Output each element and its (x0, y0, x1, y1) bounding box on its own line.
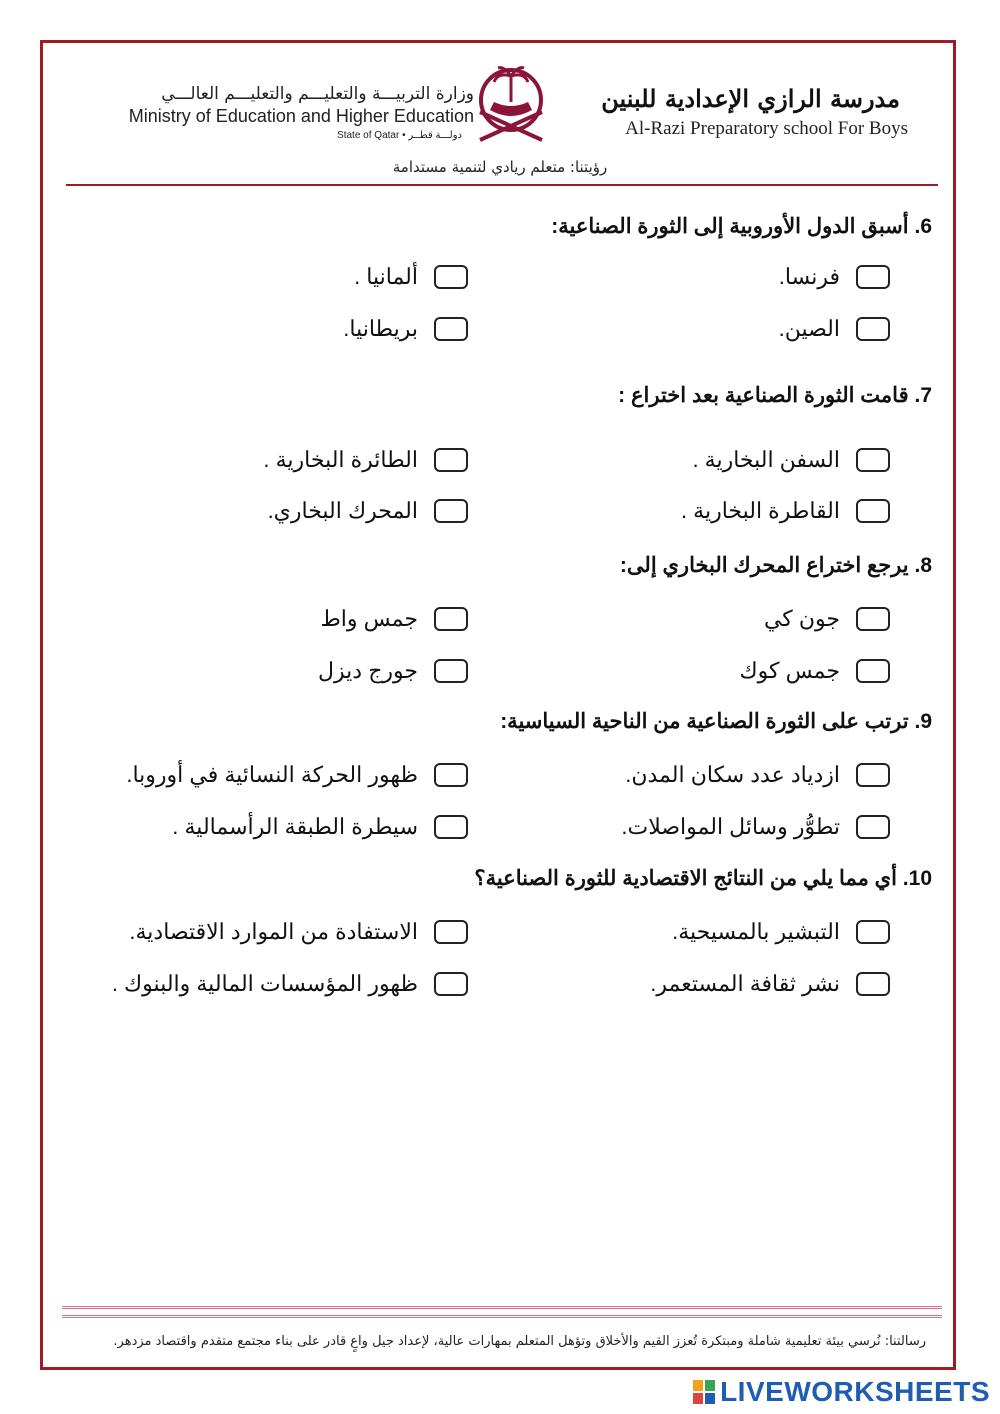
answer-checkbox[interactable] (434, 448, 468, 472)
ministry-name-arabic: وزارة التربيـــة والتعليـــم والتعليـــم العالـــي (161, 84, 474, 104)
option-row[interactable] (681, 498, 890, 524)
answer-checkbox[interactable] (856, 972, 890, 996)
school-name-english: Al-Razi Preparatory school For Boys (625, 118, 908, 139)
answer-checkbox[interactable] (434, 763, 468, 787)
option-label: جمس واط (320, 606, 418, 631)
option-label: التبشير بالمسيحية. (672, 919, 840, 944)
option-label: جون كي (763, 606, 840, 631)
page-frame (40, 40, 956, 1370)
question-number: 7. (914, 384, 932, 407)
answer-checkbox[interactable] (856, 920, 890, 944)
option-row[interactable] (112, 971, 468, 997)
brand-watermark (692, 1376, 990, 1408)
answer-checkbox[interactable] (856, 659, 890, 683)
option-label: الاستفادة من الموارد الاقتصادية. (129, 919, 418, 944)
option-row[interactable] (740, 658, 890, 684)
question-8 (620, 553, 932, 578)
option-label: تطوُّر وسائل المواصلات. (621, 814, 840, 839)
question-text: يرجع اختراع المحرك البخاري إلى: (619, 554, 909, 577)
question-number: 10. (902, 867, 932, 890)
option-row[interactable] (343, 316, 468, 342)
option-row[interactable] (126, 762, 468, 788)
option-label: سيطرة الطبقة الرأسمالية . (172, 814, 418, 839)
question-text: أي مما يلي من النتائج الاقتصادية للثورة الصناعية؟ (474, 867, 897, 890)
answer-checkbox[interactable] (856, 265, 890, 289)
liveworksheets-logo-icon (692, 1379, 716, 1405)
answer-checkbox[interactable] (434, 815, 468, 839)
option-row[interactable] (779, 264, 890, 290)
answer-checkbox[interactable] (434, 265, 468, 289)
question-10 (474, 866, 932, 891)
question-9 (500, 709, 932, 734)
header-divider (66, 184, 938, 186)
footer-divider (62, 1306, 942, 1318)
question-number: 9. (914, 710, 932, 733)
option-row[interactable] (268, 498, 468, 524)
option-label: المحرك البخاري. (267, 498, 418, 523)
answer-checkbox[interactable] (856, 448, 890, 472)
qatar-emblem-icon (468, 52, 554, 148)
option-label: نشر ثقافة المستعمر. (650, 971, 840, 996)
option-row[interactable] (625, 762, 890, 788)
option-row[interactable] (318, 658, 468, 684)
option-label: الصين. (778, 316, 840, 341)
answer-checkbox[interactable] (434, 920, 468, 944)
answer-checkbox[interactable] (856, 815, 890, 839)
option-label: الطائرة البخارية . (263, 447, 418, 472)
option-row[interactable] (621, 814, 890, 840)
answer-checkbox[interactable] (434, 607, 468, 631)
question-text: قامت الثورة الصناعية بعد اختراع : (618, 384, 909, 407)
question-number: 8. (914, 554, 932, 577)
vision-statement: رؤيتنا: متعلم ريادي لتنمية مستدامة (392, 158, 608, 176)
option-label: ظهور المؤسسات المالية والبنوك . (111, 971, 418, 996)
school-name-arabic: مدرسة الرازي الإعدادية للبنين (601, 84, 900, 113)
answer-checkbox[interactable] (434, 659, 468, 683)
answer-checkbox[interactable] (434, 317, 468, 341)
option-row[interactable] (320, 606, 468, 632)
ministry-name-english: Ministry of Education and Higher Education (128, 106, 474, 126)
option-label: السفن البخارية . (692, 447, 840, 472)
option-label: بريطانيا. (343, 316, 418, 341)
question-text: ترتب على الثورة الصناعية من الناحية السياسية: (500, 710, 909, 733)
option-label: جمس كوك (739, 658, 840, 683)
answer-checkbox[interactable] (434, 972, 468, 996)
answer-checkbox[interactable] (856, 607, 890, 631)
option-row[interactable] (672, 919, 890, 945)
question-text: أسبق الدول الأوروبية إلى الثورة الصناعية: (551, 215, 909, 238)
question-7 (618, 383, 932, 408)
brand-name: LIVEWORKSHEETS (720, 1376, 990, 1407)
answer-checkbox[interactable] (856, 317, 890, 341)
answer-checkbox[interactable] (856, 763, 890, 787)
question-6 (551, 214, 932, 239)
option-label: القاطرة البخارية . (680, 498, 840, 523)
mission-statement: رسالتنا: نُرسي بيئة تعليمية شاملة ومبتكرة تُعزز القيم والأخلاق وتؤهل المتعلم بمهارات عالية، لإعداد جيل واعٍ قادر على بناء مجتمع متقدم واقتصاد مزدهر. (113, 1334, 926, 1349)
option-label: ازدياد عدد سكان المدن. (625, 762, 840, 787)
option-row[interactable] (263, 447, 468, 473)
option-label: ألمانيا . (354, 264, 418, 289)
option-row[interactable] (779, 316, 890, 342)
option-row[interactable] (650, 971, 890, 997)
state-of-qatar-label: State of Qatar • دولـــة قطــر (337, 130, 462, 141)
option-row[interactable] (172, 814, 468, 840)
question-number: 6. (914, 215, 932, 238)
option-row[interactable] (129, 919, 468, 945)
option-label: ظهور الحركة النسائية في أوروبا. (126, 762, 418, 787)
option-row[interactable] (692, 447, 890, 473)
answer-checkbox[interactable] (856, 499, 890, 523)
option-row[interactable] (354, 264, 468, 290)
answer-checkbox[interactable] (434, 499, 468, 523)
option-label: جورج ديزل (318, 658, 418, 683)
option-label: فرنسا. (778, 264, 840, 289)
option-row[interactable] (764, 606, 890, 632)
